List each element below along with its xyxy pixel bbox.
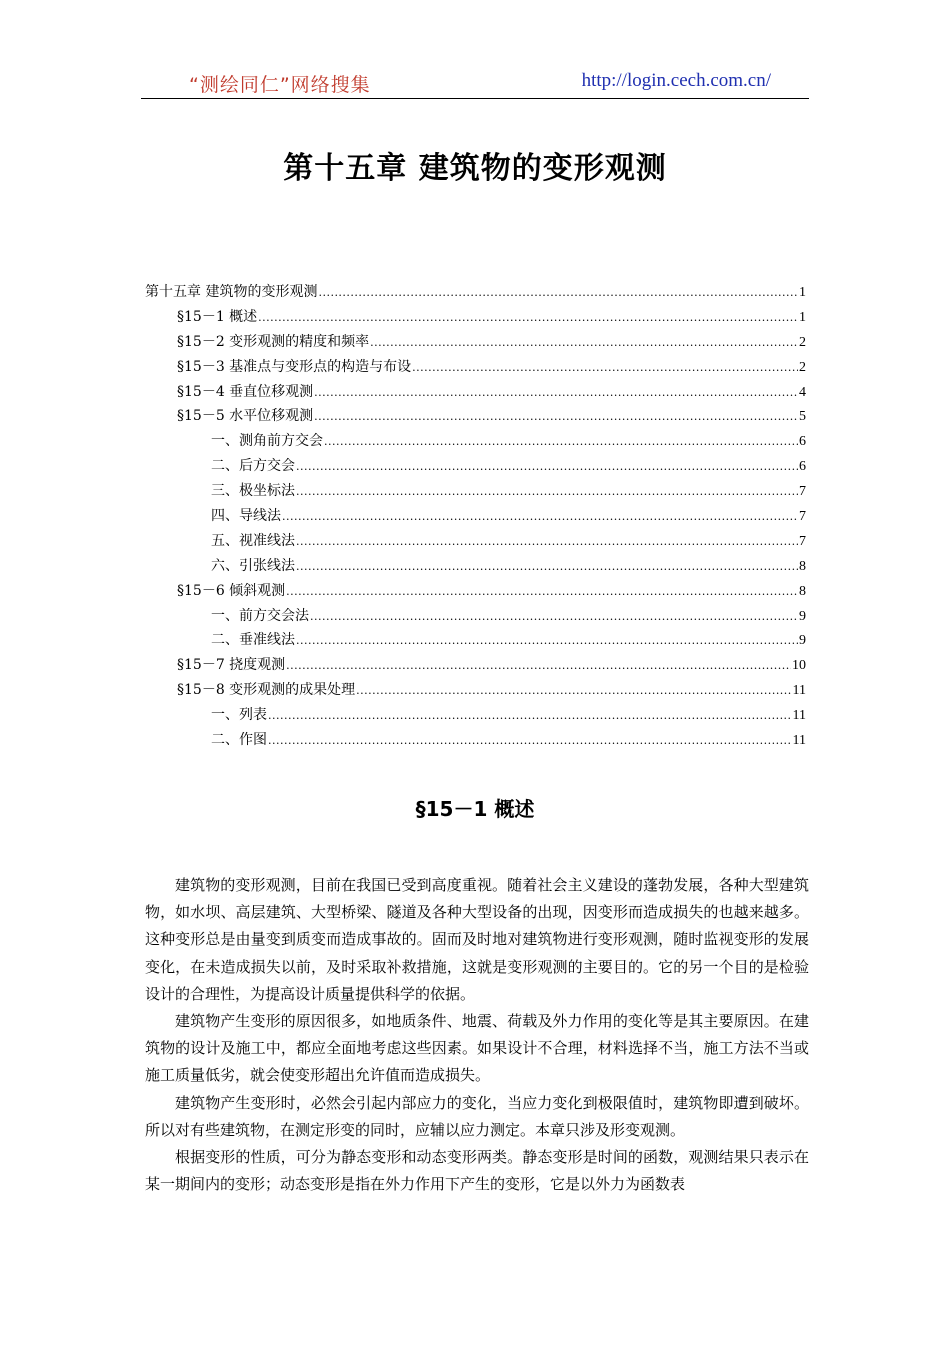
- table-of-contents: [145, 280, 806, 753]
- chapter-title: 第十五章 建筑物的变形观测: [283, 151, 667, 186]
- toc-entry-page: 10: [792, 658, 806, 674]
- toc-entry-label: 一、列表: [211, 707, 267, 724]
- toc-leader-dots: [296, 480, 798, 505]
- toc-leader-dots: [268, 729, 792, 754]
- toc-entry[interactable]: [145, 579, 806, 604]
- toc-entry-label: 二、后方交会: [211, 458, 295, 475]
- toc-entry[interactable]: [145, 355, 806, 380]
- page-header: [141, 70, 809, 99]
- toc-entry-page: 2: [799, 359, 806, 375]
- toc-entry-page: 11: [792, 683, 806, 699]
- toc-entry-label: §15－6 倾斜观测: [177, 582, 286, 599]
- toc-entry-label: §15－3 基准点与变形点的构造与布设: [177, 358, 412, 375]
- toc-leader-dots: [370, 331, 798, 356]
- toc-entry-label: §15－8 变形观测的成果处理: [177, 682, 356, 699]
- toc-leader-dots: [318, 281, 798, 306]
- toc-entry-label: 六、引张线法: [211, 557, 295, 574]
- toc-entry-page: 5: [799, 409, 806, 425]
- toc-entry[interactable]: [145, 305, 806, 330]
- toc-entry[interactable]: [145, 653, 806, 678]
- toc-entry-page: 4: [799, 384, 806, 400]
- toc-leader-dots: [296, 555, 798, 580]
- toc-entry-page: 9: [799, 633, 806, 649]
- toc-leader-dots: [296, 455, 798, 480]
- header-url-link[interactable]: http://login.cech.com.cn/: [581, 70, 771, 91]
- toc-entry[interactable]: [145, 678, 806, 703]
- toc-leader-dots: [310, 605, 798, 630]
- body-paragraph: 建筑物的变形观测，目前在我国已受到高度重视。随着社会主义建设的蓬勃发展，各种大型建筑物，如水坝、高层建筑、大型桥梁、隧道及各种大型设备的出现，因变形而造成损失的也越来越多。这种变形总是由量变到质变而造成事故的。固而及时地对建筑物进行变形观测，随时监视变形的发展变化，在未造成损失以前，及时采取补救措施，这就是变形观测的主要目的。它的另一个目的是检验设计的合理性，为提高设计质量提供科学的依据。: [145, 876, 809, 1003]
- body-paragraph: 根据变形的性质，可分为静态变形和动态变形两类。静态变形是时间的函数，观测结果只表示在某一期间内的变形；动态变形是指在外力作用下产生的变形，它是以外力为函数表: [145, 1148, 809, 1194]
- toc-entry-label: 三、极坐标法: [211, 483, 295, 500]
- toc-entry-label: §15－1 概述: [177, 308, 258, 325]
- toc-leader-dots: [282, 505, 798, 530]
- toc-entry-page: 11: [792, 708, 806, 724]
- toc-entry-page: 1: [799, 285, 806, 300]
- toc-entry[interactable]: [145, 628, 806, 653]
- toc-entry-label: §15－4 垂直位移观测: [177, 383, 314, 400]
- toc-entry-page: 7: [799, 484, 806, 500]
- toc-leader-dots: [258, 306, 798, 331]
- toc-leader-dots: [286, 654, 791, 679]
- toc-entry-page: 7: [799, 533, 806, 549]
- toc-entry[interactable]: [145, 703, 806, 728]
- toc-entry-page: 6: [799, 459, 806, 475]
- toc-entry-page: 11: [792, 733, 806, 749]
- body-paragraph: 建筑物产生变形时，必然会引起内部应力的变化，当应力变化到极限值时，建筑物即遭到破坏。所以对有些建筑物，在测定形变的同时，应辅以应力测定。本章只涉及形变观测。: [145, 1093, 809, 1139]
- toc-entry-page: 2: [799, 334, 806, 350]
- toc-entry[interactable]: [145, 280, 806, 305]
- toc-entry[interactable]: [145, 604, 806, 629]
- toc-entry[interactable]: [145, 454, 806, 479]
- toc-leader-dots: [314, 381, 798, 406]
- toc-entry[interactable]: [145, 429, 806, 454]
- toc-entry-label: 一、测角前方交会: [211, 433, 323, 450]
- toc-entry-label: 一、前方交会法: [211, 607, 309, 624]
- toc-leader-dots: [356, 679, 791, 704]
- toc-entry-page: 9: [799, 608, 806, 624]
- toc-leader-dots: [296, 530, 798, 555]
- toc-entry[interactable]: [145, 479, 806, 504]
- toc-leader-dots: [324, 430, 798, 455]
- section-title: §15－1 概述: [415, 797, 535, 821]
- toc-entry[interactable]: [145, 529, 806, 554]
- body-paragraph: 建筑物产生变形的原因很多，如地质条件、地震、荷载及外力作用的变化等是其主要原因。在建筑物的设计及施工中，都应全面地考虑这些因素。如果设计不合理，材料选择不当，施工方法不当或施工质量低劣，就会使变形超出允许值而造成损失。: [145, 1012, 809, 1085]
- toc-entry[interactable]: [145, 728, 806, 753]
- toc-entry-label: 二、作图: [211, 732, 267, 749]
- toc-entry-label: 四、导线法: [211, 508, 281, 525]
- toc-entry-label: 二、垂准线法: [211, 632, 295, 649]
- toc-entry-label: §15－2 变形观测的精度和频率: [177, 333, 370, 350]
- toc-entry-page: 8: [799, 583, 806, 599]
- toc-leader-dots: [296, 629, 798, 654]
- toc-entry-page: 1: [799, 309, 806, 325]
- toc-entry-page: 6: [799, 434, 806, 450]
- toc-entry[interactable]: [145, 380, 806, 405]
- toc-entry[interactable]: [145, 330, 806, 355]
- toc-leader-dots: [286, 580, 798, 605]
- toc-entry[interactable]: [145, 504, 806, 529]
- toc-leader-dots: [314, 405, 798, 430]
- toc-entry-page: 8: [799, 558, 806, 574]
- toc-leader-dots: [412, 356, 798, 381]
- header-source-text: “测绘同仁”网络搜集: [189, 74, 371, 96]
- toc-entry-label: 五、视准线法: [211, 532, 295, 549]
- toc-entry-label: §15－5 水平位移观测: [177, 408, 314, 425]
- toc-entry-label: §15－7 挠度观测: [177, 657, 286, 674]
- body-text: [145, 872, 809, 1198]
- toc-entry[interactable]: [145, 554, 806, 579]
- toc-entry[interactable]: [145, 404, 806, 429]
- toc-leader-dots: [268, 704, 792, 729]
- toc-entry-page: 7: [799, 509, 806, 525]
- toc-entry-label: 第十五章 建筑物的变形观测: [145, 284, 318, 300]
